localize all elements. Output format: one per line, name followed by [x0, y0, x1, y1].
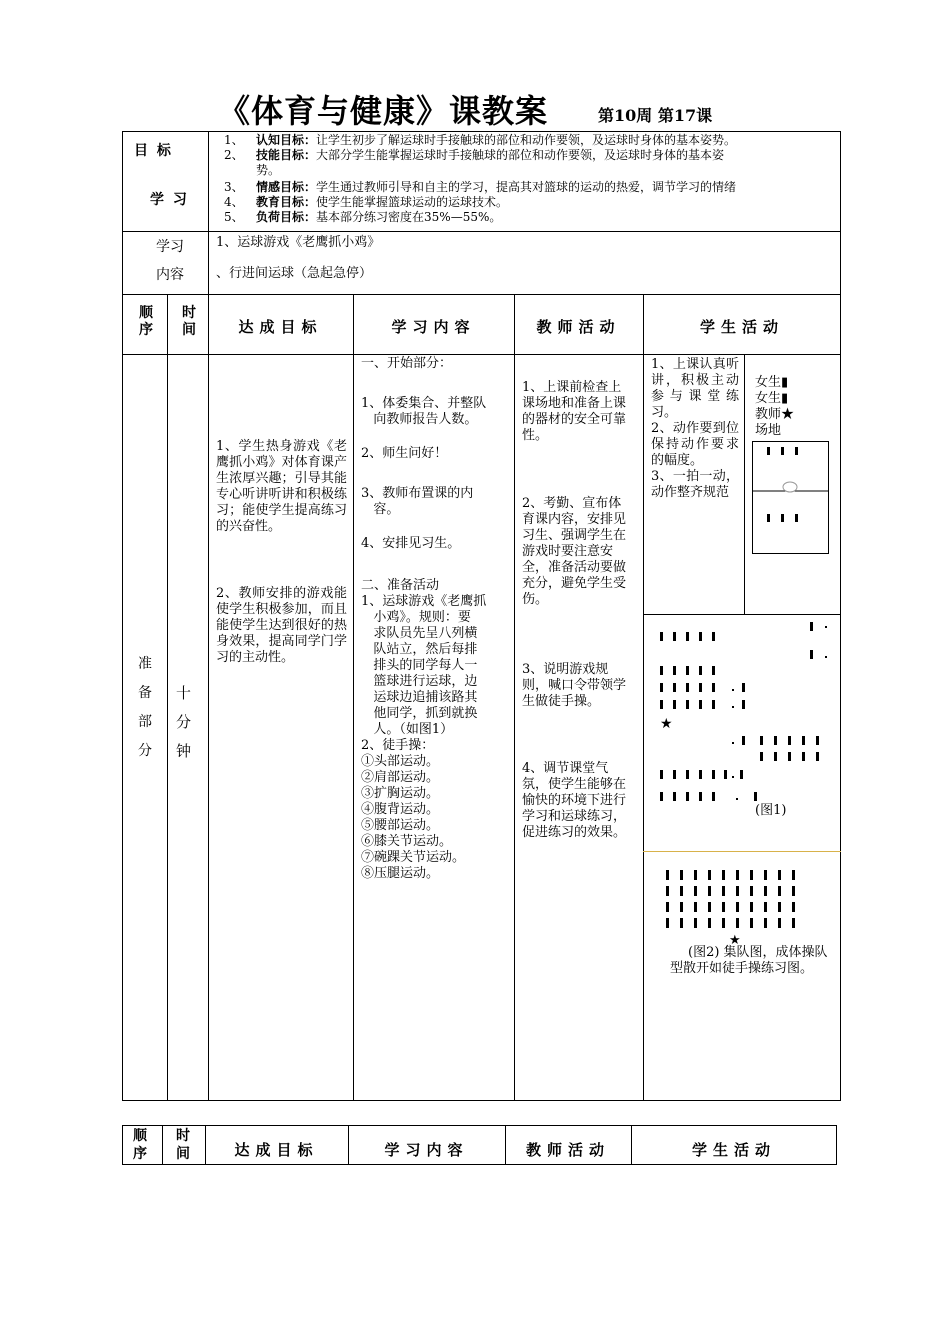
- divider: [208, 294, 209, 1101]
- student-figure-icon: [708, 886, 711, 896]
- time-label: 十 分 钟: [176, 684, 192, 760]
- student-figure-icon: [680, 902, 683, 912]
- repeat-header-time-a: 时: [176, 1128, 190, 1144]
- student-figure-icon: [750, 886, 753, 896]
- objective-item: 3、 情感目标：学生通过教师引导和自主的学习，提高其对篮球的运动的热爱，调节学习的情绪: [224, 180, 737, 194]
- content-label-1: 学习: [156, 239, 184, 255]
- student-figure-icon: [792, 918, 795, 928]
- content-label-2: 内容: [156, 267, 184, 283]
- student-activity-3: 3、一拍一动，动作整齐规范: [651, 469, 739, 500]
- field-diagram: [752, 441, 830, 554]
- repeat-header-goal: 达成目标: [234, 1141, 319, 1159]
- section-label: 准 备 部 分: [138, 656, 152, 759]
- objectives-label-a: 目 标: [134, 143, 173, 159]
- divider: [167, 294, 168, 1101]
- student-figure-icon: [792, 886, 795, 896]
- person-icon: ▮: [781, 391, 789, 406]
- header-time-a: 时: [182, 305, 196, 321]
- divider: [744, 354, 745, 614]
- objective-item: 1、 认知目标：让学生初步了解运球时手接触球的部位和动作要领，及运球时身体的基本姿势。: [224, 133, 737, 147]
- divider: [122, 354, 841, 355]
- figure-1-caption: (图1): [755, 803, 787, 818]
- student-figure-icon: [666, 902, 669, 912]
- teacher-star-icon: ★: [729, 933, 741, 946]
- divider: [208, 131, 209, 231]
- student-figure-icon: [764, 918, 767, 928]
- divider: [122, 294, 841, 295]
- goal-1: 1、学生热身游戏《老鹰抓小鸡》对体育课产生浓厚兴趣；引导其能专心听讲听讲和积极练习；能使学生提高练习的兴奋性。: [216, 439, 347, 534]
- header-order-a: 顺: [139, 305, 153, 321]
- header-teacher: 教师活动: [536, 318, 621, 336]
- divider: [122, 231, 841, 232]
- student-figure-icon: [736, 870, 739, 880]
- teacher-activity-3: 3、说明游戏规则，喊口令带领学生做徒手操。: [522, 662, 627, 709]
- figure-2-caption: (图2) 集队图，成体操队型散开如徒手操练习图。: [670, 945, 828, 976]
- divider: [208, 231, 209, 294]
- divider: [162, 1125, 163, 1165]
- objective-item: 5、 负荷目标：基本部分练习密度在35%—55%。: [224, 210, 502, 224]
- student-figure-icon: [666, 886, 669, 896]
- objective-item: 4、 教育目标：使学生能掌握篮球运动的运球技术。: [224, 195, 509, 209]
- person-icon: ▮: [781, 375, 789, 390]
- student-figure-icon: [694, 870, 697, 880]
- repeat-header-teacher: 教师活动: [525, 1141, 610, 1159]
- student-figure-icon: [694, 902, 697, 912]
- student-figure-icon: [736, 886, 739, 896]
- legend-girl-1: 女生: [755, 375, 782, 390]
- teacher-star-icon: ★: [660, 716, 673, 732]
- student-figure-icon: [680, 870, 683, 880]
- repeat-header-student: 学生活动: [691, 1141, 776, 1159]
- objective-item: 2、 技能目标：大部分学生能掌握运球时手接触球的部位和动作要领，及运球时身体的基本姿: [224, 148, 725, 162]
- student-figure-icon: [722, 886, 725, 896]
- student-figure-icon: [680, 918, 683, 928]
- student-activity-2: 2、动作要到位保持动作要求的幅度。: [651, 421, 739, 468]
- student-figure-icon: [792, 902, 795, 912]
- student-figure-icon: [694, 886, 697, 896]
- student-figure-icon: [764, 870, 767, 880]
- legend-girl-2: 女生: [755, 391, 782, 406]
- legend-field: 场地: [755, 423, 782, 438]
- teacher-activity-4: 4、调节课堂气氛，使学生能够在愉快的环境下进行学习和运球练习，促进练习的效果。: [522, 761, 627, 840]
- student-figure-icon: [750, 870, 753, 880]
- legend-teacher: 教师★: [755, 407, 795, 422]
- student-figure-icon: [708, 870, 711, 880]
- student-figure-icon: [778, 870, 781, 880]
- objectives-label-b: 学 习: [150, 192, 189, 208]
- student-activity-list: [651, 357, 739, 501]
- student-figure-icon: [722, 918, 725, 928]
- objectives-list: [224, 133, 834, 225]
- divider: [643, 851, 841, 852]
- student-figure-icon: [792, 870, 795, 880]
- header-content: 学习内容: [391, 318, 476, 336]
- content-line-1: 1、运球游戏《老鹰抓小鸡》: [216, 235, 381, 250]
- content-list: 一、开始部分： 1、体委集合、并整队 向教师报告人数。 2、师生问好！ 3、教师布置课的内 容。 4、安排见习生。 二、准备活动 1、运球游戏《老鹰抓 小鸡》。规则：要 求队员先呈八列横 队站立，然后每排 排头的同学每人一 篮球进行运球，边 运球边追捕该路其 他同学，抓到就换 人。（如图1） 2、徒手操： ①头部运动。 ②肩部运动。 ③扩胸运动。 ④腹背运动。 ⑤腰部运动。 ⑥膝关节运动。 ⑦碗踝关节运动。 ⑧压腿运动。: [361, 356, 487, 881]
- student-figure-icon: [736, 918, 739, 928]
- repeat-header-time-b: 间: [176, 1146, 190, 1162]
- week-lesson-label: 第10周 第17课: [598, 106, 713, 125]
- student-figure-icon: [708, 902, 711, 912]
- student-figure-icon: [666, 918, 669, 928]
- page-title: 《体育与健康》课教案: [218, 92, 549, 130]
- legend: [755, 375, 794, 439]
- student-figure-icon: [722, 870, 725, 880]
- teacher-activity-1: 1、上课前检查上课场地和准备上课的器材的安全可靠性。: [522, 380, 627, 443]
- student-figure-icon: [736, 902, 739, 912]
- header-student: 学生活动: [699, 318, 784, 336]
- objective-item-continued: 势。: [256, 163, 281, 177]
- student-figure-icon: [764, 902, 767, 912]
- teacher-activity-2: 2、考勤、宣布体育课内容，安排见习生、强调学生在游戏时要注意安全，准备活动要做充分，避免学生受伤。: [522, 496, 627, 607]
- student-figure-icon: [708, 918, 711, 928]
- student-figure-icon: [778, 902, 781, 912]
- student-figure-icon: [722, 902, 725, 912]
- repeat-header-content: 学习内容: [384, 1141, 469, 1159]
- divider: [353, 294, 354, 1101]
- divider: [643, 294, 644, 1101]
- figure-1-diagram: [650, 618, 838, 803]
- repeat-header-order-a: 顺: [133, 1128, 147, 1144]
- student-figure-icon: [680, 886, 683, 896]
- header-goal: 达成目标: [238, 318, 323, 336]
- header-time-b: 间: [182, 322, 196, 338]
- student-figure-icon: [750, 918, 753, 928]
- goal-2: 2、教师安排的游戏能使学生积极参加，而且能使学生达到很好的热身效果，提高同学门学习的主动性。: [216, 586, 347, 665]
- header-order-b: 序: [139, 322, 153, 338]
- divider: [643, 614, 841, 615]
- student-figure-icon: [750, 902, 753, 912]
- repeat-header-order-b: 序: [133, 1146, 147, 1162]
- figure-2-diagram: [660, 866, 810, 946]
- student-figure-icon: [666, 870, 669, 880]
- student-figure-icon: [778, 918, 781, 928]
- student-figure-icon: [778, 886, 781, 896]
- student-figure-icon: [694, 918, 697, 928]
- divider: [514, 294, 515, 1101]
- student-figure-icon: [764, 886, 767, 896]
- content-line-2: 、行进间运球（急起急停）: [216, 266, 373, 281]
- student-activity-1: 1、上课认真听讲，积极主动参与课堂练习。: [651, 357, 739, 420]
